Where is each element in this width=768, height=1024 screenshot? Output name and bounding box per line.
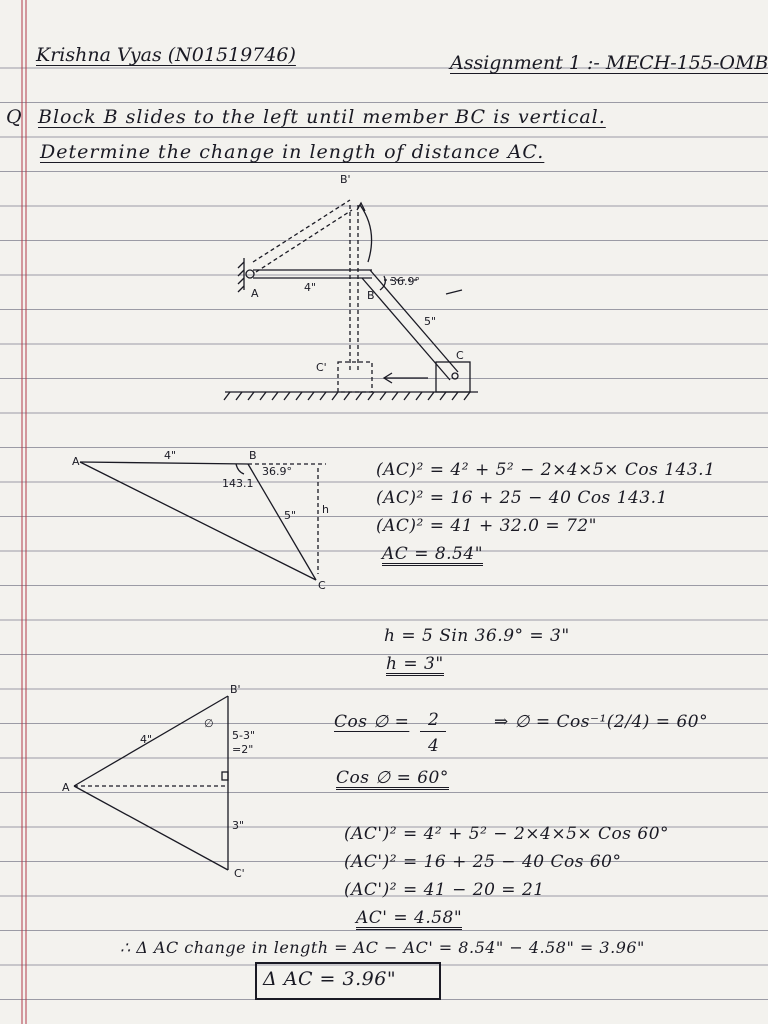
fig1-label-b-prime: B' xyxy=(340,173,351,186)
fig1-label-b: B xyxy=(367,289,375,302)
fig3-label-c-prime: C' xyxy=(234,867,245,880)
fig1-dim-ab: 4" xyxy=(304,281,317,294)
calc3-cos-lhs: Cos ∅ = xyxy=(334,712,410,732)
conclusion-result: Δ AC = 3.96" xyxy=(263,968,397,990)
fig3-dim-ab: 4" xyxy=(140,733,153,746)
calc4-line-3: (AC')² = 41 − 20 = 21 xyxy=(344,880,545,900)
fig1-angle: 36.9° xyxy=(390,275,420,288)
calc3-cos-num: 2 xyxy=(428,710,440,730)
fig2-label-a: A xyxy=(72,455,80,468)
fig3-dim-top: 5-3" xyxy=(232,729,256,742)
fig2-dim-ab: 4" xyxy=(164,449,177,462)
calc2-line-1: h = 5 Sin 36.9° = 3" xyxy=(384,626,570,646)
fig2-label-c: C xyxy=(318,579,326,592)
fig2-dim-bc: 5" xyxy=(284,509,297,522)
conclusion-line: ∴ Δ AC change in length = AC − AC' = 8.54" − 4.58" = 3.96" xyxy=(120,938,645,957)
calc3-cos-result: Cos ∅ = 60° xyxy=(336,768,449,788)
fig3-label-phi: ∅ xyxy=(204,717,214,730)
fraction-bar xyxy=(420,731,446,732)
question-marker: Q xyxy=(6,106,23,128)
fig3-label-a: A xyxy=(62,781,70,794)
fig1-label-c: C xyxy=(456,349,464,362)
question-line-1: Block B slides to the left until member BC is vertical. xyxy=(38,106,606,128)
author-name: Krishna Vyas (N01519746) xyxy=(36,44,296,66)
fig1-dim-bc: 5" xyxy=(424,315,437,328)
assignment-title: Assignment 1 :- MECH-155-OMB xyxy=(450,52,768,74)
fig3-dim-bottom: 3" xyxy=(232,819,245,832)
fig2-angle-inner: 143.1 xyxy=(222,477,254,490)
calc4-line-1: (AC')² = 4² + 5² − 2×4×5× Cos 60° xyxy=(344,824,670,844)
calc3-cos-rhs: ⇒ ∅ = Cos⁻¹(2/4) = 60° xyxy=(494,712,709,732)
fig3-label-b-prime: B' xyxy=(230,683,241,696)
fig2-label-b: B xyxy=(249,449,257,462)
question-line-2: Determine the change in length of distance AC. xyxy=(40,141,545,163)
fig3-dim-top-2: =2" xyxy=(232,743,254,756)
fig2-angle-outer: 36.9° xyxy=(262,465,292,478)
fig1-label-c-prime: C' xyxy=(316,361,327,374)
calc1-line-2: (AC)² = 16 + 25 − 40 Cos 143.1 xyxy=(376,488,668,508)
calc2-line-2: h = 3" xyxy=(386,654,444,674)
calc1-line-3: (AC)² = 41 + 32.0 = 72" xyxy=(376,516,597,536)
calc4-line-4: AC' = 4.58" xyxy=(356,908,463,928)
calc1-line-1: (AC)² = 4² + 5² − 2×4×5× Cos 143.1 xyxy=(376,460,716,480)
calc4-line-2: (AC')² = 16 + 25 − 40 Cos 60° xyxy=(344,852,622,872)
calc1-line-4: AC = 8.54" xyxy=(382,544,484,564)
fig2-label-h: h xyxy=(322,503,329,516)
calc3-cos-den: 4 xyxy=(428,736,440,756)
fig1-label-a: A xyxy=(251,287,259,300)
